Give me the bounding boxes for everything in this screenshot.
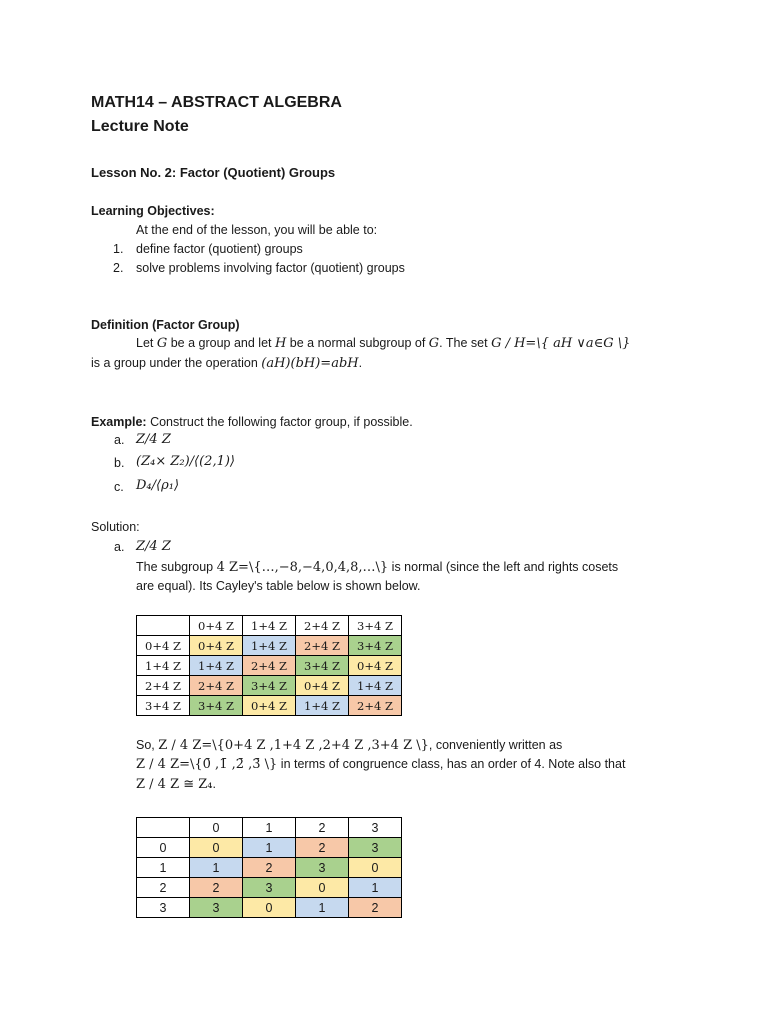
- definition-text: . The set: [439, 336, 492, 350]
- summary-text: So,: [136, 738, 159, 752]
- definition-text: .: [358, 356, 363, 370]
- coset-table-cell: 0+4 Z: [243, 696, 296, 716]
- objective-2-number: 2.: [113, 261, 124, 275]
- group-symbol: G: [156, 336, 168, 351]
- class-table-cell: 1: [349, 878, 402, 898]
- coset-table-row-header: 0+4 Z: [137, 636, 190, 656]
- definition-text: is a group under the operation: [91, 356, 262, 370]
- coset-table-cell: 0+4 Z: [349, 656, 402, 676]
- definition-heading: Definition (Factor Group): [91, 318, 240, 332]
- class-table-cell: 3: [349, 838, 402, 858]
- class-table-cell: 0: [243, 898, 296, 918]
- coset-table-row: [137, 636, 402, 656]
- coset-table-cell: 0+4 Z: [296, 676, 349, 696]
- coset-table-cell: 0+4 Z: [190, 636, 243, 656]
- example-item-a-expr: Z/4 Z: [136, 432, 171, 447]
- coset-table-row-header: 3+4 Z: [137, 696, 190, 716]
- class-table-corner-cell: [137, 818, 190, 838]
- solution-part-expr: Z/4 Z: [136, 539, 171, 554]
- class-table-cell: 1: [190, 858, 243, 878]
- example-label: Example:: [91, 415, 147, 429]
- objective-2-text: solve problems involving factor (quotient) groups: [136, 261, 405, 275]
- class-table-row-header: 0: [137, 838, 190, 858]
- objectives-intro: At the end of the lesson, you will be able to:: [136, 223, 378, 237]
- class-table-column-header: 0: [190, 818, 243, 838]
- coset-table-cell: 3+4 Z: [243, 676, 296, 696]
- summary-line-3: [136, 777, 216, 792]
- coset-table-cell: 1+4 Z: [243, 636, 296, 656]
- coset-table-row-header: 1+4 Z: [137, 656, 190, 676]
- quotient-set-formula: Z / 4 Z=\{0+4 Z ,1+4 Z ,2+4 Z ,3+4 Z \}: [158, 738, 429, 753]
- class-table-cell: 1: [243, 838, 296, 858]
- class-table-cell: 0: [296, 878, 349, 898]
- lesson-title: Lesson No. 2: Factor (Quotient) Groups: [91, 165, 336, 180]
- class-table-row: [137, 838, 402, 858]
- summary-text: .: [212, 777, 216, 791]
- solution-part-letter: a.: [114, 540, 125, 554]
- summary-text: in terms of congruence class, has an order of 4. Note also that: [277, 757, 626, 771]
- coset-table-cell: 3+4 Z: [349, 636, 402, 656]
- solution-text: is normal (since the left and rights cosets: [388, 560, 619, 574]
- coset-table-column-header: 1+4 Z: [243, 616, 296, 636]
- example-text: Construct the following factor group, if possible.: [146, 415, 413, 429]
- coset-table-cell: 2+4 Z: [349, 696, 402, 716]
- example-line: [91, 415, 413, 429]
- class-table-cell: 3: [243, 878, 296, 898]
- subgroup-symbol: H: [274, 336, 287, 351]
- coset-table-corner-cell: [137, 616, 190, 636]
- coset-table-cell: 2+4 Z: [190, 676, 243, 696]
- summary-text: , conveniently written as: [428, 738, 563, 752]
- coset-table-row: [137, 656, 402, 676]
- solution-text: The subgroup: [136, 560, 217, 574]
- coset-table-row: [137, 696, 402, 716]
- subgroup-formula: 4 Z=\{…,−8,−4,0,4,8,…\}: [216, 560, 389, 575]
- example-item-b-expr: (Z₄× Z₂)/⟨(2,1)⟩: [136, 454, 235, 469]
- coset-table-cell: 1+4 Z: [349, 676, 402, 696]
- coset-table-column-header: 0+4 Z: [190, 616, 243, 636]
- solution-label: Solution:: [91, 520, 140, 534]
- coset-table-cell: 1+4 Z: [296, 696, 349, 716]
- course-title: MATH14 – ABSTRACT ALGEBRA: [91, 94, 342, 111]
- class-table-cell: 1: [296, 898, 349, 918]
- example-item-c-letter: c.: [114, 480, 124, 494]
- class-table-row-header: 1: [137, 858, 190, 878]
- solution-paragraph-line-1: [136, 560, 618, 575]
- class-table-header-row: [137, 818, 402, 838]
- coset-table-cell: 3+4 Z: [190, 696, 243, 716]
- coset-table-header-row: [137, 616, 402, 636]
- coset-table-cell: 2+4 Z: [296, 636, 349, 656]
- class-table-cell: 2: [190, 878, 243, 898]
- objective-1-number: 1.: [113, 242, 124, 256]
- coset-table-cell: 1+4 Z: [190, 656, 243, 676]
- operation-formula: (aH)(bH)=abH: [261, 356, 359, 371]
- definition-text: be a group and let: [167, 336, 275, 350]
- summary-line-2: [136, 757, 625, 772]
- solution-paragraph-line-2: are equal). Its Cayley's table below is shown below.: [136, 579, 421, 593]
- example-item-b-letter: b.: [114, 456, 125, 470]
- class-table-cell: 2: [243, 858, 296, 878]
- definition-text: be a normal subgroup of: [286, 336, 429, 350]
- class-table-cell: 0: [190, 838, 243, 858]
- coset-table-row-header: 2+4 Z: [137, 676, 190, 696]
- isomorphism-formula: Z / 4 Z ≅ Z₄: [136, 777, 213, 792]
- definition-line-2: [91, 356, 362, 371]
- note-type: Lecture Note: [91, 118, 189, 135]
- factor-set-formula: G / H=\{ aH ∨a∈G \}: [491, 336, 631, 351]
- congruence-class-formula: Z / 4 Z=\{0̄ ,1̄ ,2̄ ,3̄ \}: [136, 757, 278, 772]
- group-symbol: G: [428, 336, 440, 351]
- coset-table-row: [137, 676, 402, 696]
- class-table-row-header: 2: [137, 878, 190, 898]
- class-table-column-header: 2: [296, 818, 349, 838]
- class-table-row: [137, 898, 402, 918]
- definition-text: Let: [136, 336, 157, 350]
- class-table-cell: 3: [190, 898, 243, 918]
- objectives-heading: Learning Objectives:: [91, 204, 215, 218]
- coset-table-cell: 3+4 Z: [296, 656, 349, 676]
- cayley-table-cosets: [136, 615, 402, 716]
- example-item-a-letter: a.: [114, 433, 125, 447]
- coset-table-cell: 2+4 Z: [243, 656, 296, 676]
- class-table-cell: 2: [296, 838, 349, 858]
- class-table-column-header: 3: [349, 818, 402, 838]
- summary-line-1: [136, 738, 562, 753]
- class-table-cell: 0: [349, 858, 402, 878]
- class-table-row: [137, 858, 402, 878]
- class-table-column-header: 1: [243, 818, 296, 838]
- cayley-table-classes: [136, 817, 402, 918]
- objective-1-text: define factor (quotient) groups: [136, 242, 303, 256]
- definition-line-1: [136, 336, 630, 351]
- example-item-c-expr: D₄/⟨ρ₁⟩: [136, 478, 180, 493]
- class-table-row-header: 3: [137, 898, 190, 918]
- coset-table-column-header: 2+4 Z: [296, 616, 349, 636]
- class-table-cell: 2: [349, 898, 402, 918]
- class-table-row: [137, 878, 402, 898]
- class-table-cell: 3: [296, 858, 349, 878]
- coset-table-column-header: 3+4 Z: [349, 616, 402, 636]
